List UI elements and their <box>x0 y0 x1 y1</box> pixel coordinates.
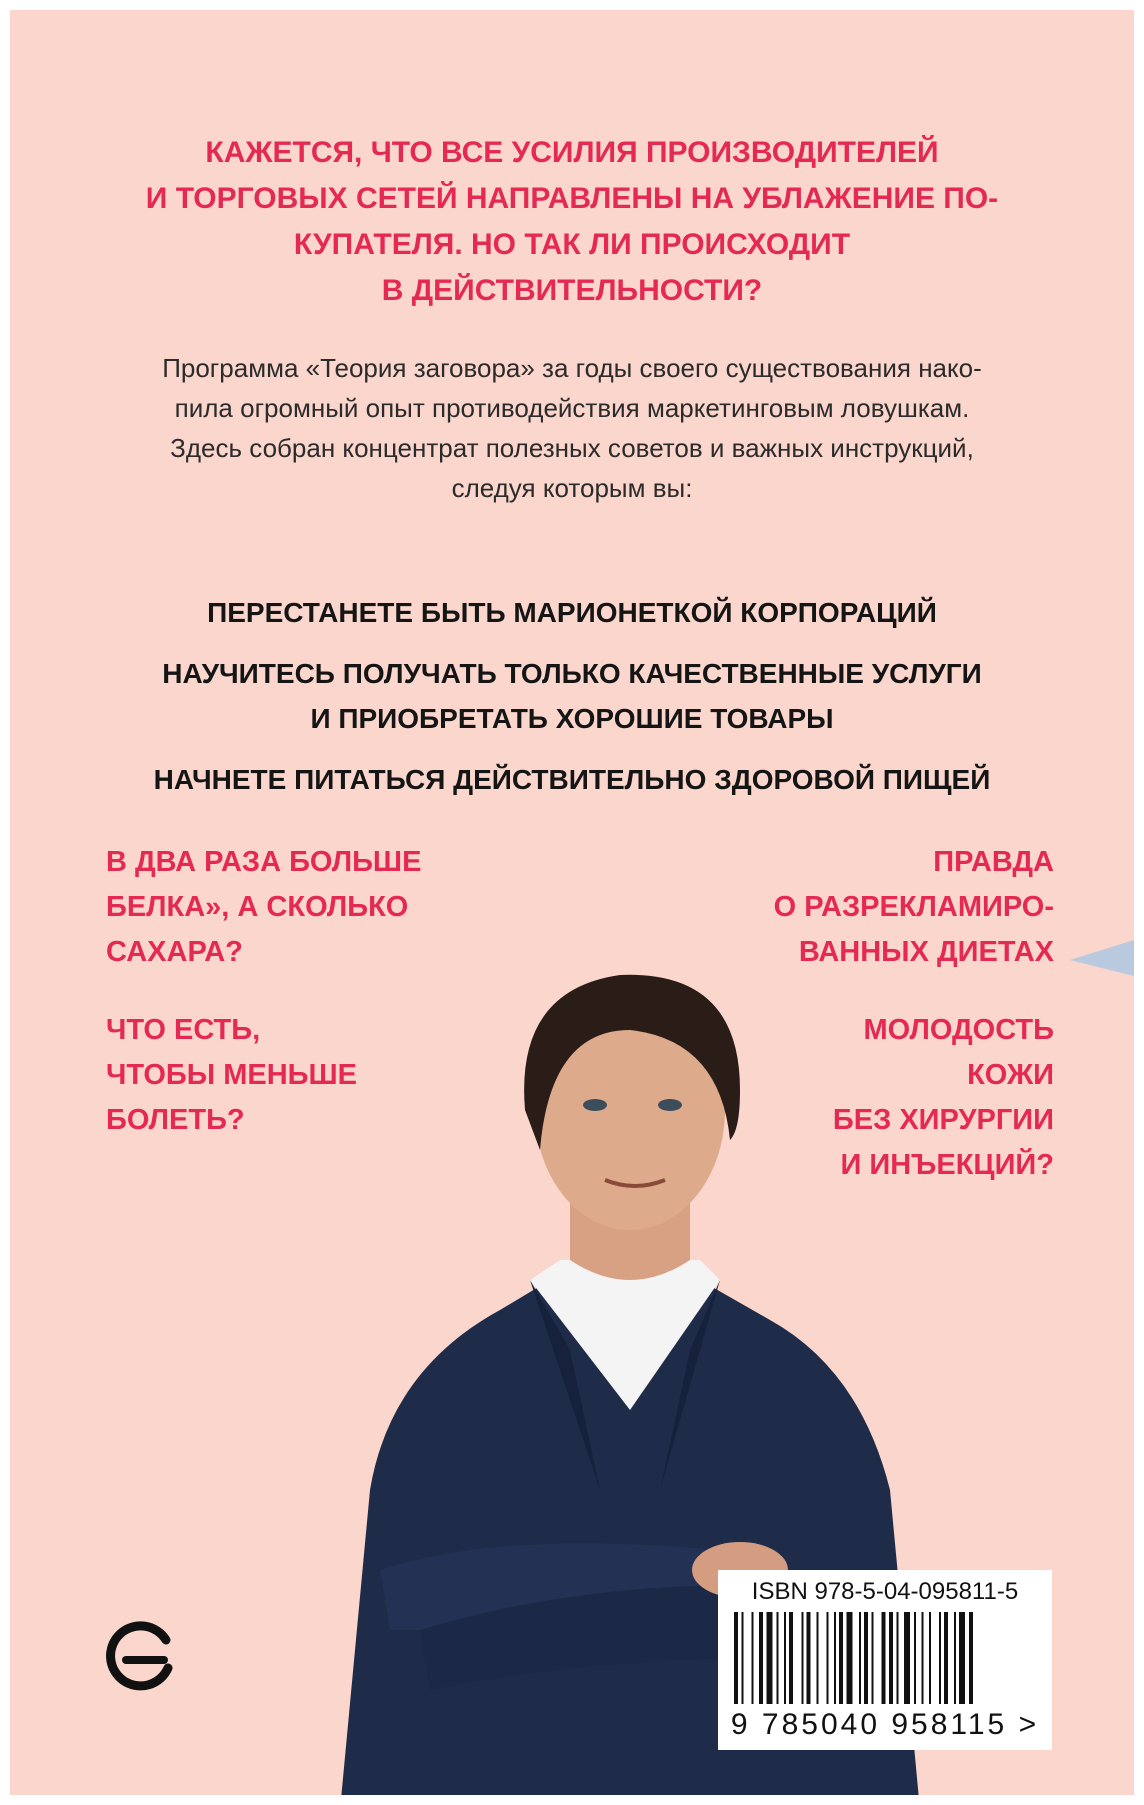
barcode-bar <box>944 1612 948 1704</box>
barcode-bar <box>784 1612 786 1704</box>
intro-line: пила огромный опыт противодействия маркетинговым ловушкам. <box>174 393 970 423</box>
barcode-bar <box>807 1612 811 1704</box>
eksmo-logo-icon <box>102 1618 182 1698</box>
barcode-bar <box>872 1612 874 1704</box>
barcode-bar <box>959 1612 965 1704</box>
intro-line: следуя которым вы: <box>451 473 693 503</box>
benefit-item <box>10 651 1134 741</box>
headline <box>10 130 1134 314</box>
benefit-line: НАЧНЕТЕ ПИТАТЬСЯ ДЕЙСТВИТЕЛЬНО ЗДОРОВОЙ ПИЩЕЙ <box>153 764 991 795</box>
barcode-bar <box>897 1612 899 1704</box>
barcode-bar <box>834 1612 836 1704</box>
barcode-bar <box>827 1612 829 1704</box>
callout-line: КОЖИ <box>967 1059 1054 1091</box>
callout-line: БЕЗ ХИРУРГИИ <box>832 1104 1054 1136</box>
callout-line: ЧТО ЕСТЬ, <box>106 1014 261 1046</box>
callout-line: ПРАВДА <box>933 846 1054 878</box>
barcode <box>732 1612 1038 1704</box>
barcode-bar <box>752 1612 754 1704</box>
callout-line: БОЛЕТЬ? <box>106 1104 245 1136</box>
headline-line: КУПАТЕЛЯ. НО ТАК ЛИ ПРОИСХОДИТ <box>293 228 851 261</box>
callout-line: ВАННЫХ ДИЕТАХ <box>798 936 1054 968</box>
barcode-bar <box>789 1612 793 1704</box>
callout-line: БЕЛКА», А СКОЛЬКО <box>106 891 409 923</box>
headline-line: КАЖЕТСЯ, ЧТО ВСЕ УСИЛИЯ ПРОИЗВОДИТЕЛЕЙ <box>205 136 939 169</box>
intro-line: Здесь собран концентрат полезных советов и важных инструкций, <box>170 433 974 463</box>
barcode-bar <box>802 1612 804 1704</box>
barcode-bar <box>954 1612 956 1704</box>
barcode-bar <box>969 1612 973 1704</box>
headline-line: И ТОРГОВЫХ СЕТЕЙ НАПРАВЛЕНЫ НА УБЛАЖЕНИЕ ПО- <box>145 182 999 215</box>
barcode-bar <box>889 1612 893 1704</box>
isbn-label: ISBN 978-5-04-095811-5 <box>751 1578 1019 1605</box>
callout-line: В ДВА РАЗА БОЛЬШЕ <box>106 846 422 878</box>
isbn-barcode-box <box>718 1570 1052 1750</box>
barcode-bar <box>777 1612 779 1704</box>
headline-line: В ДЕЙСТВИТЕЛЬНОСТИ? <box>381 274 763 307</box>
barcode-bar <box>734 1612 738 1704</box>
callout-line: И ИНЪЕКЦИЙ? <box>840 1149 1054 1181</box>
barcode-bar <box>767 1612 773 1704</box>
barcode-bar <box>847 1612 853 1704</box>
barcode-bar <box>839 1612 843 1704</box>
barcode-bar <box>859 1612 861 1704</box>
barcode-bar <box>742 1612 744 1704</box>
benefit-item <box>10 757 1134 802</box>
callout-line: ЧТОБЫ МЕНЬШЕ <box>106 1059 357 1091</box>
benefit-line: ПЕРЕСТАНЕТЕ БЫТЬ МАРИОНЕТКОЙ КОРПОРАЦИЙ <box>207 597 937 628</box>
book-back-cover <box>10 10 1134 1795</box>
benefit-line: И ПРИОБРЕТАТЬ ХОРОШИЕ ТОВАРЫ <box>310 703 834 734</box>
callout-line: МОЛОДОСТЬ <box>863 1014 1054 1046</box>
paper-plane-icon <box>1070 938 1134 978</box>
intro-paragraph <box>10 348 1134 508</box>
benefit-line: НАУЧИТЕСЬ ПОЛУЧАТЬ ТОЛЬКО КАЧЕСТВЕННЫЕ УСЛУГИ <box>162 658 982 689</box>
callout-health <box>106 1008 357 1143</box>
callout-line: САХАРА? <box>106 936 243 968</box>
barcode-bar <box>922 1612 924 1704</box>
callout-protein <box>106 840 421 975</box>
callout-line: О РАЗРЕКЛАМИРО- <box>773 891 1054 923</box>
benefit-list <box>10 590 1134 818</box>
isbn-digits: 9 785040 958115 > <box>730 1708 1040 1741</box>
barcode-bar <box>939 1612 941 1704</box>
barcode-bar <box>914 1612 916 1704</box>
benefit-item <box>10 590 1134 635</box>
barcode-bar <box>817 1612 819 1704</box>
callout-diets <box>774 840 1054 975</box>
barcode-bar <box>864 1612 868 1704</box>
intro-line: Программа «Теория заговора» за годы своего существования нако- <box>162 353 982 383</box>
barcode-bar <box>882 1612 886 1704</box>
barcode-bar <box>759 1612 763 1704</box>
barcode-bar <box>904 1612 910 1704</box>
barcode-bar <box>929 1612 931 1704</box>
callout-skin <box>833 1008 1054 1188</box>
